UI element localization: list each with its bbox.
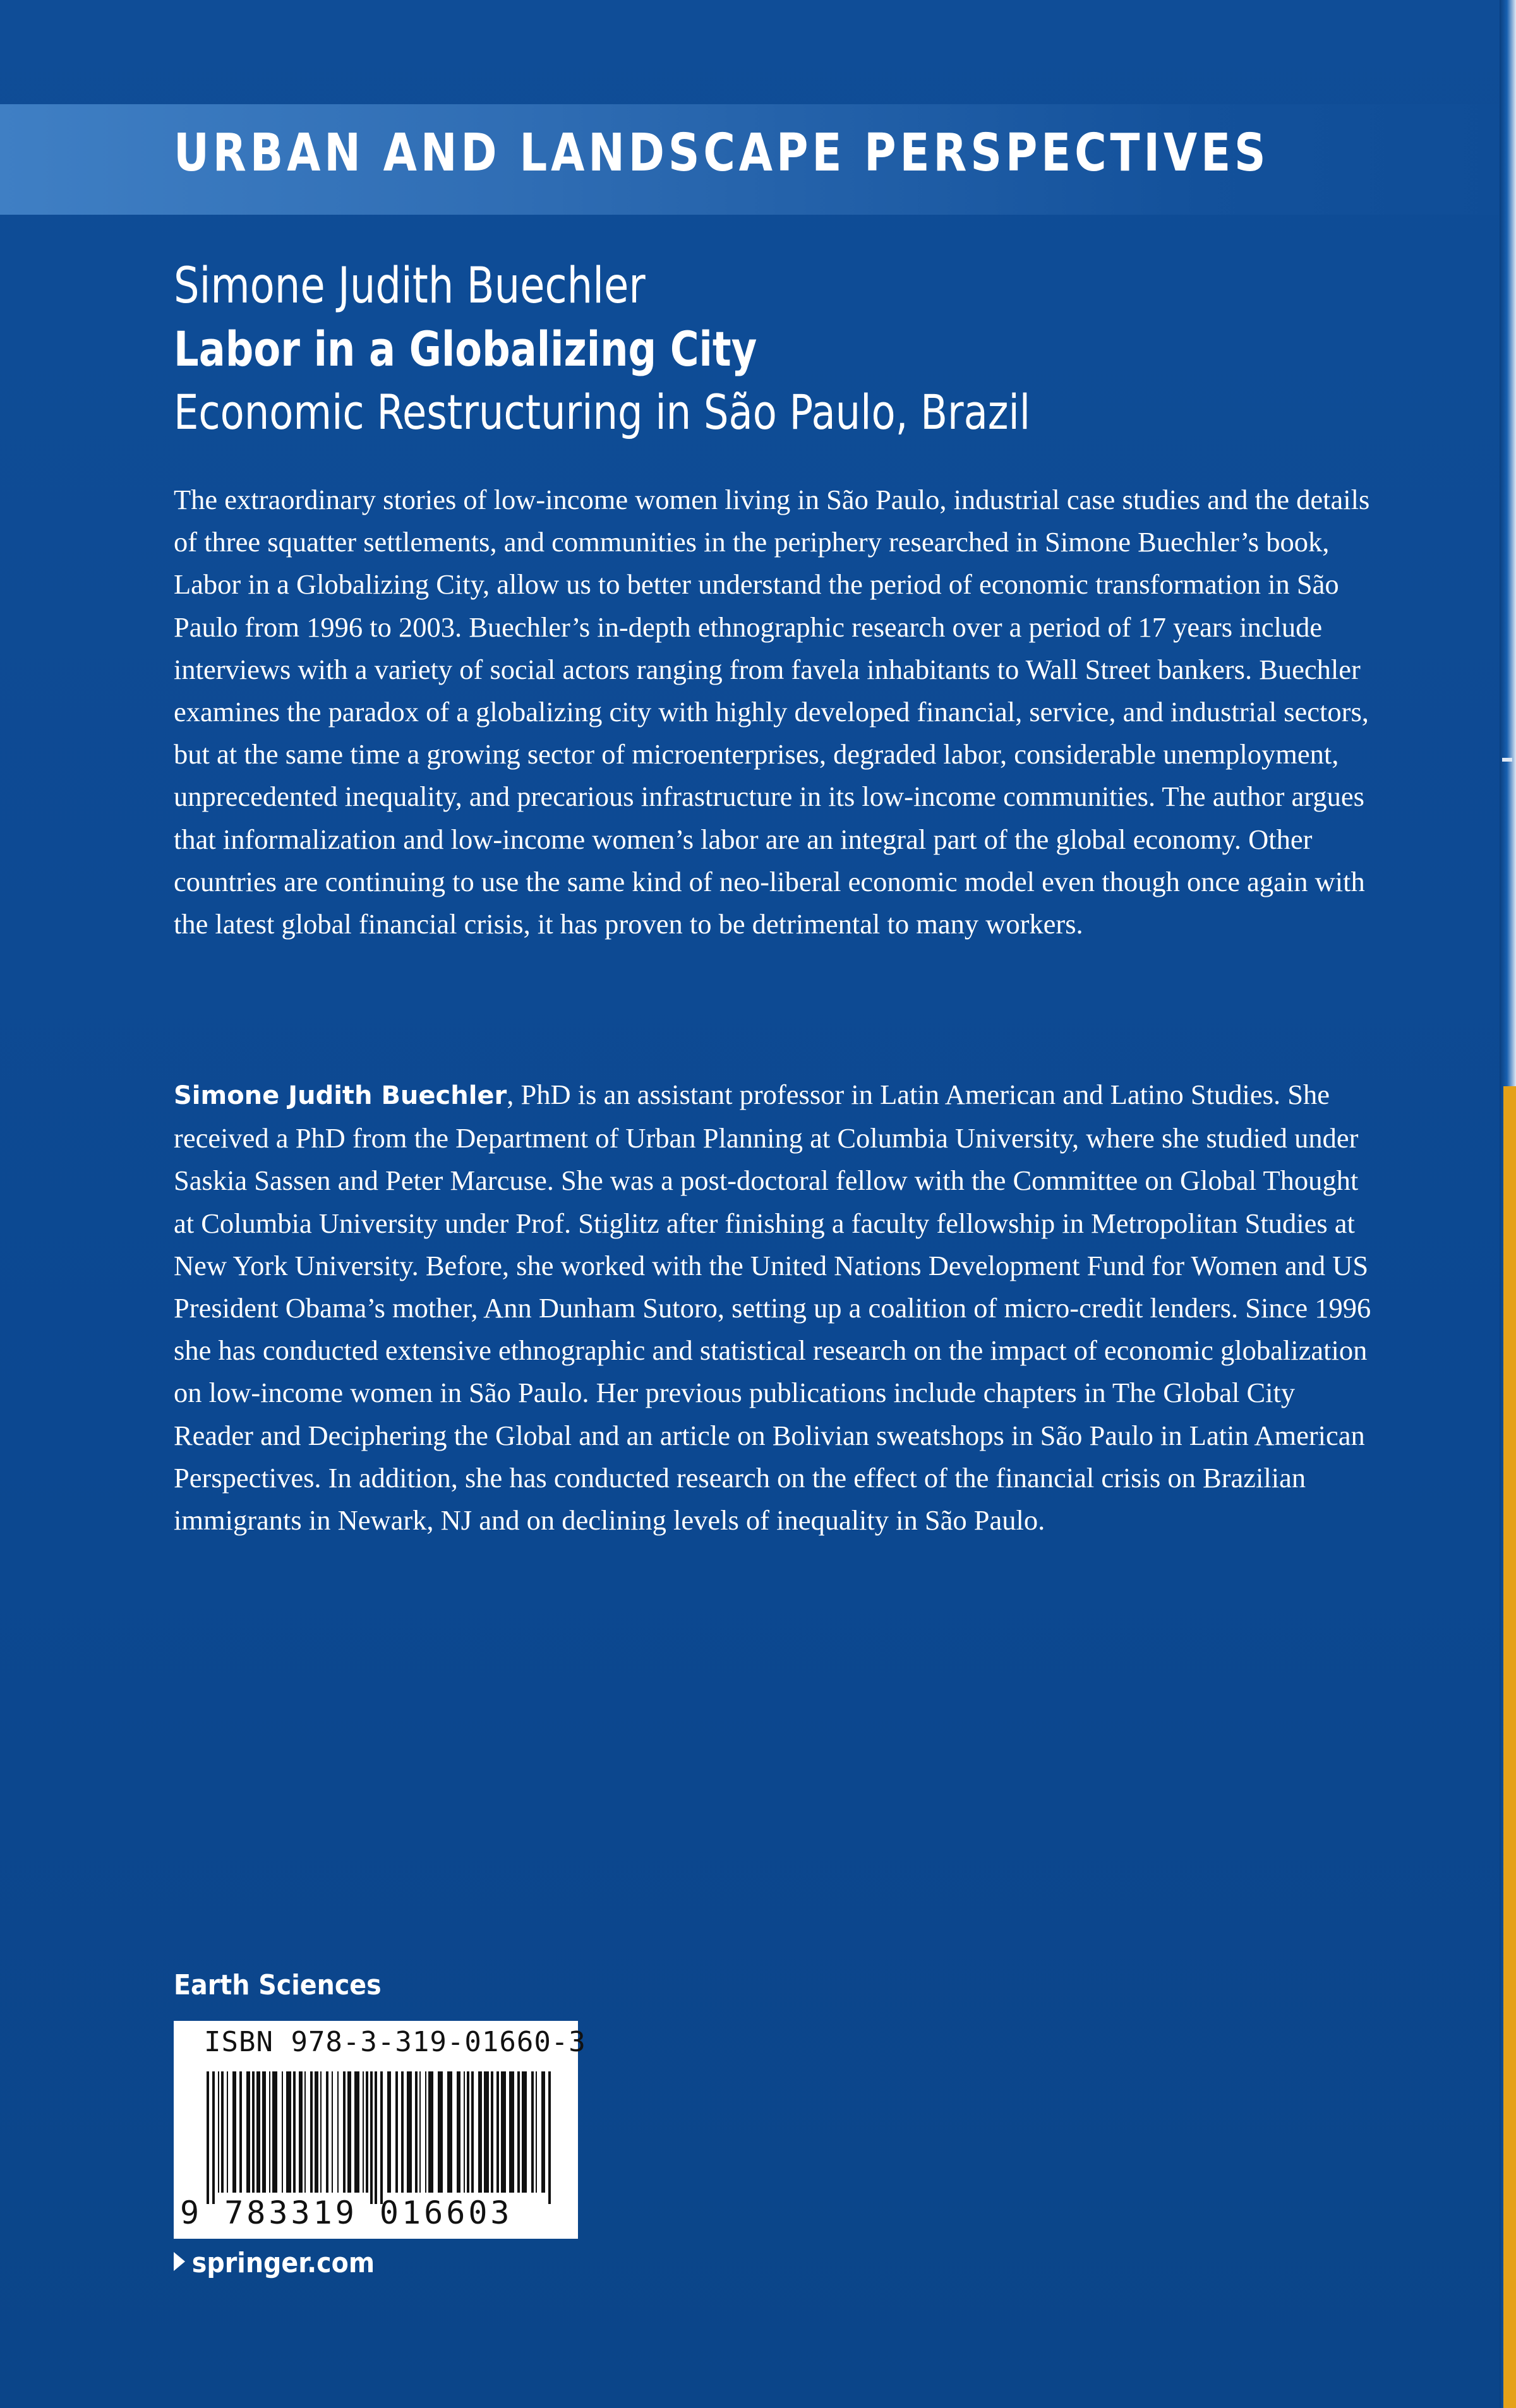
barcode-bar	[239, 2071, 242, 2193]
barcode-bar	[471, 2071, 474, 2193]
barcode-bar	[401, 2071, 404, 2193]
barcode-bar	[425, 2071, 426, 2193]
barcode-bar	[491, 2071, 493, 2193]
barcode-bar	[407, 2071, 412, 2193]
isbn-label: ISBN 978-3-319-01660-3	[204, 2026, 586, 2058]
subject-category: Earth Sciences	[174, 1969, 382, 2001]
triangle-arrow-icon	[174, 2252, 185, 2271]
barcode-bar	[232, 2071, 236, 2193]
book-subtitle: Economic Restructuring in São Paulo, Brazil	[174, 384, 1031, 440]
barcode-bar	[467, 2071, 469, 2193]
author-bio	[174, 1074, 1374, 1542]
barcode-bar	[212, 2071, 215, 2204]
author-name: Simone Judith Buechler	[174, 258, 646, 314]
barcode-bar	[293, 2071, 296, 2193]
barcode-bar	[548, 2071, 551, 2204]
barcode-bar	[380, 2071, 383, 2204]
barcode-bar	[438, 2071, 443, 2193]
barcode-bar	[464, 2071, 465, 2193]
barcode-bar	[343, 2071, 346, 2193]
barcode-bar	[541, 2071, 545, 2193]
barcode-bar	[310, 2071, 313, 2193]
barcode-bar	[246, 2071, 250, 2193]
barcode-bar	[354, 2071, 359, 2193]
spine-tick	[1502, 758, 1512, 762]
barcode-bar	[501, 2071, 506, 2193]
barcode-bar	[299, 2071, 303, 2193]
barcode-bar	[522, 2071, 527, 2193]
barcode-bar	[370, 2071, 373, 2204]
barcode-bar	[484, 2071, 489, 2193]
barcode-bar	[517, 2071, 520, 2193]
barcode-bar	[337, 2071, 339, 2193]
barcode-bar	[326, 2071, 328, 2193]
barcode-bar	[375, 2071, 377, 2204]
barcode-bar	[256, 2071, 260, 2193]
barcode-box	[174, 2021, 586, 2239]
publisher-link-text: springer.com	[191, 2247, 375, 2279]
barcode-bar	[366, 2071, 368, 2193]
barcode-bar	[252, 2071, 255, 2193]
book-description: The extraordinary stories of low-income women living in São Paulo, industrial case studies and the details of three squatter settlements, and communities in the periphery researched in Simone Buechler’s book, Labor in a Globalizing City, allow us to better understand the period of economic transformation in São Paulo from 1996 to 2003. Buechler’s in-depth ethnographic research over a period of 17 years include interviews with a variety of social actors ranging from favela inhabitants to Wall Street bankers. Buechler examines the paradox of a globalizing city with highly developed financial, service, and industrial sectors, but at the same time a growing sector of microenterprises, degraded labor, considerable unemployment, unprecedented inequality, and precarious infrastructure in its low-income communities. The author argues that informalization and low-income women’s labor are an integral part of the global economy. Other countries are continuing to use the same kind of neo-liberal economic model even though once again with the latest global financial crisis, it has proven to be detrimental to many workers.	[174, 484, 1370, 940]
barcode-bar	[496, 2071, 499, 2193]
barcode-bar	[457, 2071, 460, 2193]
barcode-bar	[387, 2071, 391, 2193]
barcode-bar	[531, 2071, 534, 2193]
barcode-bar	[536, 2071, 537, 2193]
barcode-bar	[269, 2071, 270, 2193]
barcode-bar	[304, 2071, 306, 2193]
barcode-digits: 9 783319 016603	[180, 2195, 513, 2231]
barcode-bar	[282, 2071, 283, 2193]
barcode-bar	[447, 2071, 452, 2193]
barcode-bar	[221, 2071, 224, 2193]
barcode-bar	[509, 2071, 514, 2193]
author-bio-text: , PhD is an assistant professor in Latin American and Latino Studies. She received a PhD from the Department of Urban Planning at Columbia University, where she studied under Saskia Sassen and Peter Marcuse. She was a post-doctoral fellow with the Committee on Global Thought at Columbia University under Prof. Stiglitz after finishing a faculty fellowship in Metropolitan Studies at New York University. Before, she worked with the United Nations Development Fund for Women and US President Obama’s mother, Ann Dunham Sutoro, setting up a coalition of micro-credit lenders. Since 1996 she has conducted extensive ethnographic and statistical research on the impact of economic globalization on low-income women in São Paulo. Her previous publications include chapters in The Global City Reader and Deciphering the Global and an article on Bolivian sweatshops in São Paulo in Latin American Perspectives. In addition, she has conducted research on the effect of the financial crisis on Brazilian immigrants in Newark, NJ and on declining levels of inequality in São Paulo.	[174, 1079, 1371, 1536]
barcode-bar	[419, 2071, 421, 2193]
spine-gold-stripe	[1503, 1086, 1516, 2408]
publisher-link[interactable]	[174, 2247, 375, 2279]
barcode-bar	[428, 2071, 433, 2193]
barcode-bar	[262, 2071, 266, 2193]
barcode-bar	[415, 2071, 418, 2193]
barcode-bar	[363, 2071, 364, 2193]
series-title: URBAN AND LANDSCAPE PERSPECTIVES	[174, 123, 1270, 183]
book-title: Labor in a Globalizing City	[174, 321, 757, 377]
barcode-bar	[207, 2071, 209, 2204]
barcode-bar	[227, 2071, 228, 2193]
barcode-bar	[218, 2071, 219, 2193]
barcode-bar	[347, 2071, 351, 2193]
barcode-bar	[478, 2071, 482, 2193]
barcode-bar	[395, 2071, 398, 2193]
barcode-bar	[320, 2071, 322, 2193]
barcode-bar	[332, 2071, 333, 2193]
barcode-bar	[286, 2071, 291, 2193]
author-bio-name: Simone Judith Buechler	[174, 1081, 507, 1110]
barcode-bar	[272, 2071, 277, 2193]
barcode-bar	[315, 2071, 318, 2193]
